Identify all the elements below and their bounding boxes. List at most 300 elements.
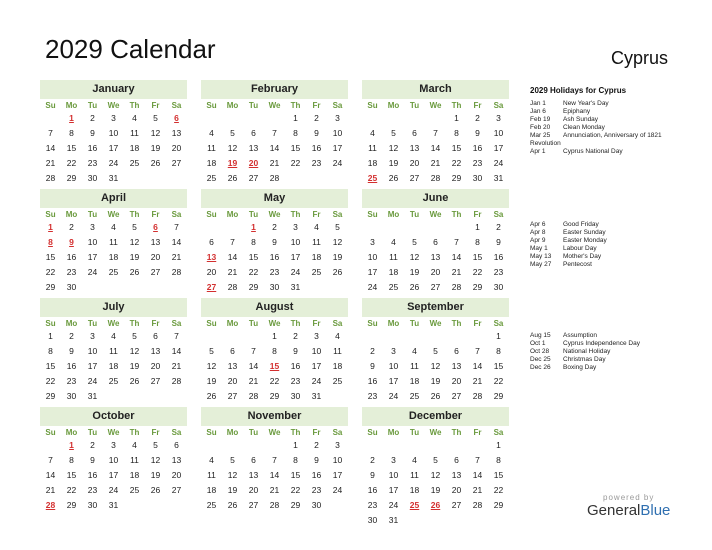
weekday-label: We: [268, 210, 281, 219]
day-cell: 4: [111, 331, 116, 341]
day-cell: 13: [430, 252, 441, 262]
day-cell: 13: [171, 455, 182, 465]
day-cell: 2: [90, 440, 95, 450]
holiday-date: May 27: [530, 261, 552, 268]
day-cell: 28: [45, 173, 56, 183]
holiday-entry: [530, 340, 700, 348]
day-cell: 23: [493, 267, 504, 277]
day-cell: 17: [367, 267, 378, 277]
day-cell: 27: [430, 282, 441, 292]
day-cell: 12: [388, 143, 399, 153]
day-cell: 23: [367, 500, 378, 510]
day-cell: 2: [370, 346, 375, 356]
day-cell: 11: [368, 143, 377, 153]
holiday-entry: [530, 100, 700, 108]
day-cell: 7: [251, 346, 256, 356]
day-cell: 14: [430, 143, 441, 153]
week-row: [362, 111, 509, 126]
holiday-date: Oct 28: [530, 348, 550, 355]
holiday-date: Apr 1: [530, 148, 546, 155]
day-cell: 3: [496, 113, 501, 123]
weekday-label: Mo: [226, 428, 239, 437]
month-title: February: [201, 80, 348, 99]
empty-day-cell: [446, 513, 467, 528]
weekday-header: [40, 99, 187, 111]
week-row: [201, 111, 348, 126]
weekday-label: Th: [290, 428, 301, 437]
day-cell: 26: [430, 391, 441, 401]
day-cell: 21: [171, 252, 182, 262]
day-cell: 18: [108, 361, 119, 371]
holiday-name: Clean Monday: [563, 124, 605, 131]
day-cell: 17: [493, 143, 504, 153]
weekday-label: Tu: [87, 428, 98, 437]
day-cell: 27: [248, 173, 259, 183]
week-row: [201, 344, 348, 359]
day-cell: 23: [87, 485, 98, 495]
week-row: [40, 171, 187, 186]
holiday-entry: [530, 261, 700, 269]
day-cell: 11: [312, 237, 321, 247]
empty-day-cell: [264, 111, 285, 126]
day-cell: 23: [269, 267, 280, 277]
empty-day-cell: [446, 329, 467, 344]
day-cell: 9: [475, 128, 480, 138]
month-title: December: [362, 407, 509, 426]
week-row: [40, 111, 187, 126]
day-cell: 8: [496, 346, 501, 356]
week-row: [201, 280, 348, 295]
month-title: September: [362, 298, 509, 317]
day-cell: 12: [227, 143, 238, 153]
day-cell: 14: [171, 346, 182, 356]
day-cell: 19: [332, 252, 343, 262]
weekday-label: Su: [45, 428, 56, 437]
weekday-label: Th: [129, 428, 140, 437]
day-cell: 29: [248, 282, 259, 292]
day-cell: 21: [269, 485, 280, 495]
month-february: [201, 80, 348, 186]
month-december: [362, 407, 509, 528]
weekday-label: Tu: [87, 210, 98, 219]
day-cell: 7: [174, 222, 179, 232]
month-title: November: [201, 407, 348, 426]
day-cell: 26: [150, 485, 161, 495]
week-row: [40, 359, 187, 374]
empty-day-cell: [264, 438, 285, 453]
month-october: [40, 407, 187, 513]
empty-day-cell: [404, 111, 425, 126]
day-cell: 6: [174, 440, 179, 450]
day-cell: 12: [332, 237, 343, 247]
month-april: [40, 189, 187, 295]
weekday-header: [201, 208, 348, 220]
day-cell: 11: [333, 346, 342, 356]
week-row: [40, 374, 187, 389]
day-cell: 28: [472, 500, 483, 510]
holiday-entry: [530, 148, 700, 156]
weekday-label: Su: [367, 319, 378, 328]
weekday-label: We: [107, 210, 120, 219]
day-cell: 12: [206, 361, 217, 371]
weekday-label: Sa: [171, 319, 182, 328]
day-cell: 23: [66, 267, 77, 277]
weekday-label: Th: [290, 101, 301, 110]
day-cell: 14: [472, 470, 483, 480]
weekday-header: [362, 426, 509, 438]
empty-day-cell: [285, 171, 306, 186]
day-cell: 8: [251, 237, 256, 247]
empty-day-cell: [243, 329, 264, 344]
week-row: [201, 468, 348, 483]
holiday-entry: [530, 221, 700, 229]
day-cell: 10: [87, 237, 98, 247]
day-cell: 18: [129, 470, 140, 480]
holiday-entry: [530, 253, 700, 261]
week-row: [362, 141, 509, 156]
holiday-day: 6: [153, 222, 158, 232]
weekday-label: Su: [206, 428, 217, 437]
weekday-label: Mo: [387, 319, 400, 328]
day-cell: 28: [227, 282, 238, 292]
weekday-label: Th: [451, 428, 462, 437]
weekday-label: Mo: [65, 319, 78, 328]
week-row: [362, 468, 509, 483]
footer-branding: [587, 493, 670, 519]
day-cell: 12: [129, 346, 140, 356]
holiday-date: Apr 8: [530, 229, 546, 236]
day-cell: 4: [412, 346, 417, 356]
empty-day-cell: [362, 111, 383, 126]
weekday-header: [40, 208, 187, 220]
holiday-day: 9: [69, 237, 74, 247]
day-cell: 25: [206, 173, 217, 183]
week-row: [201, 250, 348, 265]
day-cell: 8: [293, 455, 298, 465]
day-cell: 29: [45, 391, 56, 401]
day-cell: 26: [206, 391, 217, 401]
day-cell: 11: [130, 128, 139, 138]
day-cell: 14: [269, 143, 280, 153]
day-cell: 3: [111, 440, 116, 450]
holiday-name: Easter Monday: [563, 237, 607, 244]
day-cell: 18: [129, 143, 140, 153]
day-cell: 20: [451, 376, 462, 386]
day-cell: 14: [227, 252, 238, 262]
empty-day-cell: [82, 280, 103, 295]
empty-day-cell: [124, 171, 145, 186]
empty-day-cell: [222, 329, 243, 344]
day-cell: 15: [66, 143, 77, 153]
day-cell: 10: [388, 470, 399, 480]
day-cell: 10: [332, 128, 343, 138]
empty-day-cell: [222, 111, 243, 126]
holiday-day: 28: [45, 500, 56, 510]
empty-day-cell: [222, 220, 243, 235]
day-cell: 29: [493, 391, 504, 401]
day-cell: 22: [66, 158, 77, 168]
day-cell: 19: [430, 376, 441, 386]
empty-day-cell: [362, 220, 383, 235]
empty-day-cell: [425, 438, 446, 453]
day-cell: 2: [272, 222, 277, 232]
day-cell: 22: [248, 267, 259, 277]
day-cell: 28: [472, 391, 483, 401]
day-cell: 1: [496, 440, 501, 450]
week-row: [201, 483, 348, 498]
week-row: [40, 235, 187, 250]
day-cell: 27: [451, 391, 462, 401]
week-row: [362, 329, 509, 344]
day-cell: 9: [370, 470, 375, 480]
holiday-name: Boxing Day: [563, 364, 597, 371]
day-cell: 17: [108, 470, 119, 480]
holiday-date: Jan 6: [530, 108, 546, 115]
day-cell: 16: [66, 252, 77, 262]
day-cell: 18: [332, 361, 343, 371]
day-cell: 31: [108, 173, 119, 183]
day-cell: 4: [412, 455, 417, 465]
holiday-day: 25: [367, 173, 378, 183]
weekday-label: Fr: [312, 428, 321, 437]
week-row: [201, 156, 348, 171]
day-cell: 3: [391, 455, 396, 465]
weekday-label: We: [429, 210, 442, 219]
day-cell: 16: [472, 143, 483, 153]
month-march: [362, 80, 509, 186]
day-cell: 10: [367, 252, 378, 262]
day-cell: 8: [69, 455, 74, 465]
day-cell: 15: [472, 252, 483, 262]
day-cell: 24: [87, 267, 98, 277]
day-cell: 11: [109, 346, 118, 356]
day-cell: 25: [129, 158, 140, 168]
week-row: [201, 126, 348, 141]
weekday-label: Sa: [493, 428, 504, 437]
day-cell: 13: [248, 143, 259, 153]
day-cell: 19: [129, 252, 140, 262]
day-cell: 17: [87, 252, 98, 262]
week-row: [201, 171, 348, 186]
weekday-label: We: [107, 428, 120, 437]
week-row: [40, 156, 187, 171]
holiday-entry: [530, 364, 700, 372]
day-cell: 27: [227, 391, 238, 401]
day-cell: 11: [130, 455, 139, 465]
day-cell: 11: [410, 361, 419, 371]
day-cell: 22: [290, 485, 301, 495]
day-cell: 3: [111, 113, 116, 123]
holiday-entry: [530, 356, 700, 364]
day-cell: 16: [66, 361, 77, 371]
day-cell: 1: [48, 331, 53, 341]
day-cell: 8: [475, 237, 480, 247]
day-cell: 31: [87, 391, 98, 401]
day-cell: 8: [69, 128, 74, 138]
day-cell: 7: [454, 237, 459, 247]
day-cell: 21: [248, 376, 259, 386]
day-cell: 25: [206, 500, 217, 510]
day-cell: 16: [269, 252, 280, 262]
empty-day-cell: [103, 280, 124, 295]
holiday-group: [530, 332, 700, 372]
day-cell: 18: [367, 158, 378, 168]
day-cell: 12: [150, 455, 161, 465]
weekday-label: Sa: [332, 210, 343, 219]
day-cell: 7: [272, 455, 277, 465]
day-cell: 23: [290, 376, 301, 386]
day-cell: 18: [409, 376, 420, 386]
holiday-name: Pentecost: [563, 261, 592, 268]
week-row: [362, 265, 509, 280]
day-cell: 17: [108, 143, 119, 153]
day-cell: 1: [496, 331, 501, 341]
day-cell: 21: [430, 158, 441, 168]
weekday-label: We: [268, 428, 281, 437]
day-cell: 25: [311, 267, 322, 277]
weekday-label: Mo: [65, 101, 78, 110]
day-cell: 6: [230, 346, 235, 356]
holiday-name: Annunciation, Anniversary of 1821: [563, 132, 662, 139]
day-cell: 5: [391, 128, 396, 138]
holidays-title: 2029 Holidays for Cyprus: [530, 86, 627, 95]
day-cell: 28: [171, 267, 182, 277]
week-row: [201, 453, 348, 468]
empty-day-cell: [383, 438, 404, 453]
day-cell: 11: [207, 470, 216, 480]
day-cell: 18: [388, 267, 399, 277]
day-cell: 26: [227, 173, 238, 183]
holiday-entry: [530, 132, 700, 140]
day-cell: 24: [332, 485, 343, 495]
empty-day-cell: [201, 329, 222, 344]
holiday-entry: [530, 124, 700, 132]
day-cell: 2: [69, 222, 74, 232]
day-cell: 24: [87, 376, 98, 386]
day-cell: 7: [272, 128, 277, 138]
day-cell: 5: [335, 222, 340, 232]
day-cell: 11: [207, 143, 216, 153]
day-cell: 25: [108, 376, 119, 386]
day-cell: 5: [153, 440, 158, 450]
weekday-label: Mo: [387, 428, 400, 437]
day-cell: 12: [430, 470, 441, 480]
month-july: [40, 298, 187, 404]
weekday-label: Tu: [248, 101, 259, 110]
day-cell: 20: [206, 267, 217, 277]
day-cell: 9: [496, 237, 501, 247]
day-cell: 17: [388, 376, 399, 386]
week-row: [362, 498, 509, 513]
day-cell: 5: [209, 346, 214, 356]
day-cell: 23: [311, 158, 322, 168]
day-cell: 16: [367, 376, 378, 386]
day-cell: 15: [290, 470, 301, 480]
day-cell: 7: [475, 455, 480, 465]
holiday-date: Feb 19: [530, 116, 551, 123]
month-august: [201, 298, 348, 404]
month-january: [40, 80, 187, 186]
day-cell: 30: [493, 282, 504, 292]
day-cell: 24: [493, 158, 504, 168]
week-row: [201, 374, 348, 389]
day-cell: 7: [475, 346, 480, 356]
empty-day-cell: [124, 389, 145, 404]
weekday-label: Mo: [65, 428, 78, 437]
day-cell: 14: [171, 237, 182, 247]
day-cell: 27: [171, 485, 182, 495]
day-cell: 26: [129, 376, 140, 386]
weekday-label: Fr: [473, 210, 482, 219]
day-cell: 21: [171, 361, 182, 371]
empty-day-cell: [306, 280, 327, 295]
day-cell: 5: [230, 455, 235, 465]
holiday-date: May 1: [530, 245, 548, 252]
day-cell: 19: [150, 470, 161, 480]
day-cell: 4: [335, 331, 340, 341]
day-cell: 19: [227, 485, 238, 495]
weekday-label: We: [268, 101, 281, 110]
week-row: [201, 265, 348, 280]
day-cell: 29: [290, 500, 301, 510]
day-cell: 14: [45, 143, 56, 153]
day-cell: 13: [171, 128, 182, 138]
day-cell: 25: [108, 267, 119, 277]
month-title: October: [40, 407, 187, 426]
day-cell: 2: [69, 331, 74, 341]
day-cell: 28: [269, 173, 280, 183]
day-cell: 24: [367, 282, 378, 292]
day-cell: 22: [493, 485, 504, 495]
day-cell: 6: [209, 237, 214, 247]
holiday-date: Feb 20: [530, 124, 551, 131]
day-cell: 31: [108, 500, 119, 510]
day-cell: 25: [129, 485, 140, 495]
day-cell: 18: [409, 485, 420, 495]
day-cell: 29: [269, 391, 280, 401]
day-cell: 21: [451, 267, 462, 277]
weekday-label: Th: [129, 210, 140, 219]
empty-day-cell: [166, 498, 187, 513]
holiday-day: 26: [430, 500, 441, 510]
day-cell: 23: [87, 158, 98, 168]
day-cell: 21: [472, 485, 483, 495]
weekday-label: We: [107, 101, 120, 110]
holiday-date: Aug 15: [530, 332, 551, 339]
empty-day-cell: [467, 329, 488, 344]
holiday-name: Christmas Day: [563, 356, 606, 363]
day-cell: 27: [150, 267, 161, 277]
holiday-day: 8: [48, 237, 53, 247]
week-row: [201, 498, 348, 513]
week-row: [201, 141, 348, 156]
day-cell: 14: [248, 361, 259, 371]
week-row: [40, 438, 187, 453]
holiday-name: Good Friday: [563, 221, 599, 228]
empty-day-cell: [166, 280, 187, 295]
day-cell: 28: [269, 500, 280, 510]
day-cell: 10: [290, 237, 301, 247]
week-row: [201, 438, 348, 453]
weekday-label: Tu: [409, 101, 420, 110]
day-cell: 6: [433, 237, 438, 247]
holiday-entry: [530, 332, 700, 340]
empty-day-cell: [124, 498, 145, 513]
day-cell: 17: [87, 361, 98, 371]
empty-day-cell: [383, 111, 404, 126]
day-cell: 15: [451, 143, 462, 153]
day-cell: 2: [314, 113, 319, 123]
